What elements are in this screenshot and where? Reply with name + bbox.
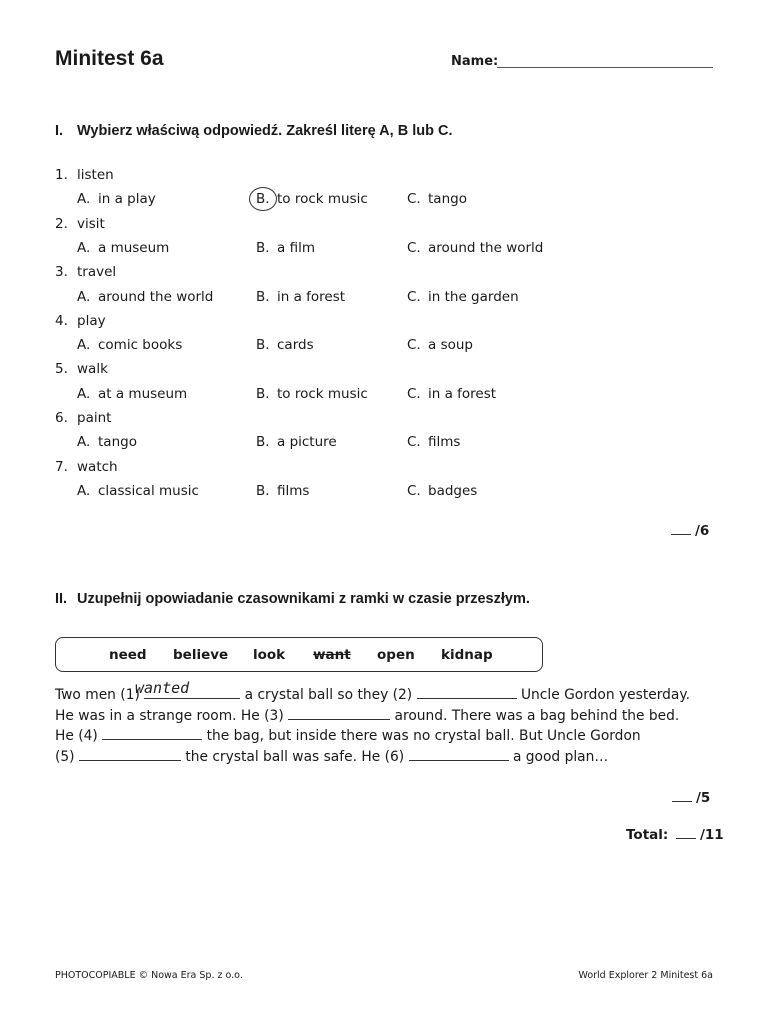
option-a[interactable] (77, 337, 182, 353)
total-score-max: /11 (699, 827, 724, 843)
question-number: 6. (55, 410, 68, 426)
section-2-score-max: /5 (696, 790, 711, 806)
total-label: Total: (626, 827, 669, 843)
option-c[interactable] (407, 434, 460, 450)
question-number: 3. (55, 264, 68, 281)
story-text: He (4) (55, 728, 103, 744)
option-letter: C. (407, 288, 421, 305)
option-text: tango (428, 191, 467, 208)
word-box-word: kidnap (441, 647, 493, 663)
page-title: Minitest 6a (55, 47, 164, 70)
option-letter: A. (77, 288, 91, 305)
option-letter: C. (407, 337, 421, 354)
question-word: travel (77, 264, 117, 281)
option-letter: B. (256, 239, 270, 256)
question-word: watch (77, 458, 118, 475)
story-text: the crystal ball was safe. He (6) (180, 749, 409, 765)
option-letter: B. (256, 191, 270, 208)
option-b[interactable] (256, 337, 314, 353)
story-text: Uncle Gordon yesterday. (516, 687, 690, 703)
option-text: in a forest (428, 385, 497, 402)
option-letter: A. (77, 239, 91, 256)
option-letter: B. (256, 385, 270, 402)
option-text: around the world (428, 239, 544, 256)
option-text: in the garden (428, 288, 519, 305)
question-word: listen (77, 167, 114, 183)
option-c[interactable] (407, 483, 477, 499)
story-line-2 (55, 706, 679, 724)
option-text: a film (277, 239, 315, 256)
option-b[interactable] (256, 386, 368, 402)
option-text: tango (98, 434, 137, 451)
option-c[interactable] (407, 240, 543, 256)
question-number: 4. (55, 312, 68, 329)
answer-circle-mark (249, 187, 277, 211)
option-c[interactable] (407, 191, 467, 207)
option-text: to rock music (277, 191, 368, 208)
word-box-word: open (377, 647, 415, 663)
question-number: 1. (55, 167, 68, 183)
footer-copyright: PHOTOCOPIABLE © Nowa Era Sp. z o.o. (55, 970, 243, 981)
story-text: a crystal ball so they (2) (240, 687, 417, 703)
question-number: 7. (55, 458, 68, 475)
story-text: (5) (55, 749, 79, 765)
option-b[interactable] (256, 240, 315, 256)
section-1-heading (55, 123, 453, 139)
word-box-word: look (253, 647, 286, 663)
word-box-word: believe (173, 647, 229, 663)
score-blank[interactable] (676, 826, 696, 839)
option-letter: A. (77, 385, 91, 402)
option-letter: A. (77, 191, 91, 208)
question-word: paint (77, 410, 112, 426)
option-c[interactable] (407, 337, 473, 353)
option-text: at a museum (98, 385, 188, 402)
option-a[interactable] (77, 191, 156, 207)
option-letter: A. (77, 434, 91, 451)
gap-5[interactable] (79, 747, 181, 761)
section-2-heading (55, 591, 530, 607)
word-box-word: need (109, 647, 147, 663)
question-number: 2. (55, 215, 68, 232)
option-letter: A. (77, 482, 91, 499)
word-box-word-crossed: want (313, 647, 351, 663)
option-c[interactable] (407, 289, 519, 305)
question-word: walk (77, 361, 108, 378)
section-1-score (671, 522, 709, 539)
gap-2[interactable] (417, 685, 517, 699)
option-text: badges (428, 482, 478, 499)
section-2-instruction: Uzupełnij opowiadanie czasownikami z ramki w czasie przeszłym. (77, 591, 530, 607)
option-letter: C. (407, 239, 421, 256)
question-word: visit (77, 215, 105, 232)
option-letter: C. (407, 385, 421, 402)
gap-4[interactable] (102, 726, 202, 740)
story-text: the bag, but inside there was no crystal ball. But Uncle Gordon (202, 728, 641, 744)
footer-title: World Explorer 2 Minitest 6a (578, 970, 713, 981)
option-a[interactable] (77, 434, 137, 450)
option-letter: B. (256, 434, 270, 451)
option-a[interactable] (77, 483, 199, 499)
name-label: Name: (451, 54, 499, 69)
option-a[interactable] (77, 289, 213, 305)
option-text: a picture (277, 434, 337, 451)
gap-3[interactable] (288, 706, 390, 720)
option-text: comic books (98, 337, 183, 354)
question-number: 5. (55, 361, 68, 378)
option-text: a soup (428, 337, 473, 354)
section-2-number: II. (55, 591, 68, 607)
option-letter: B. (256, 482, 270, 499)
section-1-score-max: /6 (695, 523, 710, 539)
story-text: a good plan… (508, 749, 609, 765)
option-text: classical music (98, 482, 199, 499)
option-text: in a forest (277, 288, 346, 305)
option-b[interactable] (256, 289, 345, 305)
story-text: around. There was a bag behind the bed. (390, 708, 680, 724)
handwritten-answer: wanted (135, 679, 190, 697)
total-score (626, 826, 724, 843)
score-blank[interactable] (671, 522, 691, 535)
option-letter: C. (407, 191, 421, 208)
option-letter: A. (77, 337, 91, 354)
story-text: Two men (1) (55, 687, 145, 703)
option-text: films (428, 434, 461, 451)
score-blank[interactable] (672, 789, 692, 802)
gap-6[interactable] (409, 747, 509, 761)
option-b[interactable] (256, 434, 337, 450)
option-text: films (277, 482, 310, 499)
story-line-3 (55, 726, 641, 744)
story-line-4 (55, 747, 608, 765)
option-text: to rock music (277, 385, 368, 402)
option-letter: B. (256, 288, 270, 305)
option-letter: C. (407, 434, 421, 451)
question-word: play (77, 312, 106, 329)
name-field[interactable] (497, 67, 713, 68)
section-1-instruction: Wybierz właściwą odpowiedź. Zakreśl literę A, B lub C. (77, 123, 453, 139)
option-c[interactable] (407, 386, 496, 402)
story-text: He was in a strange room. He (3) (55, 708, 289, 724)
section-1-number: I. (55, 123, 64, 139)
option-text: a museum (98, 239, 170, 256)
option-text: around the world (98, 288, 214, 305)
option-a[interactable] (77, 240, 169, 256)
option-letter: C. (407, 482, 421, 499)
option-b[interactable] (256, 483, 309, 499)
option-text: cards (277, 337, 314, 354)
option-text: in a play (98, 191, 156, 208)
option-letter: B. (256, 337, 270, 354)
section-2-score (672, 789, 710, 806)
option-a[interactable] (77, 386, 187, 402)
